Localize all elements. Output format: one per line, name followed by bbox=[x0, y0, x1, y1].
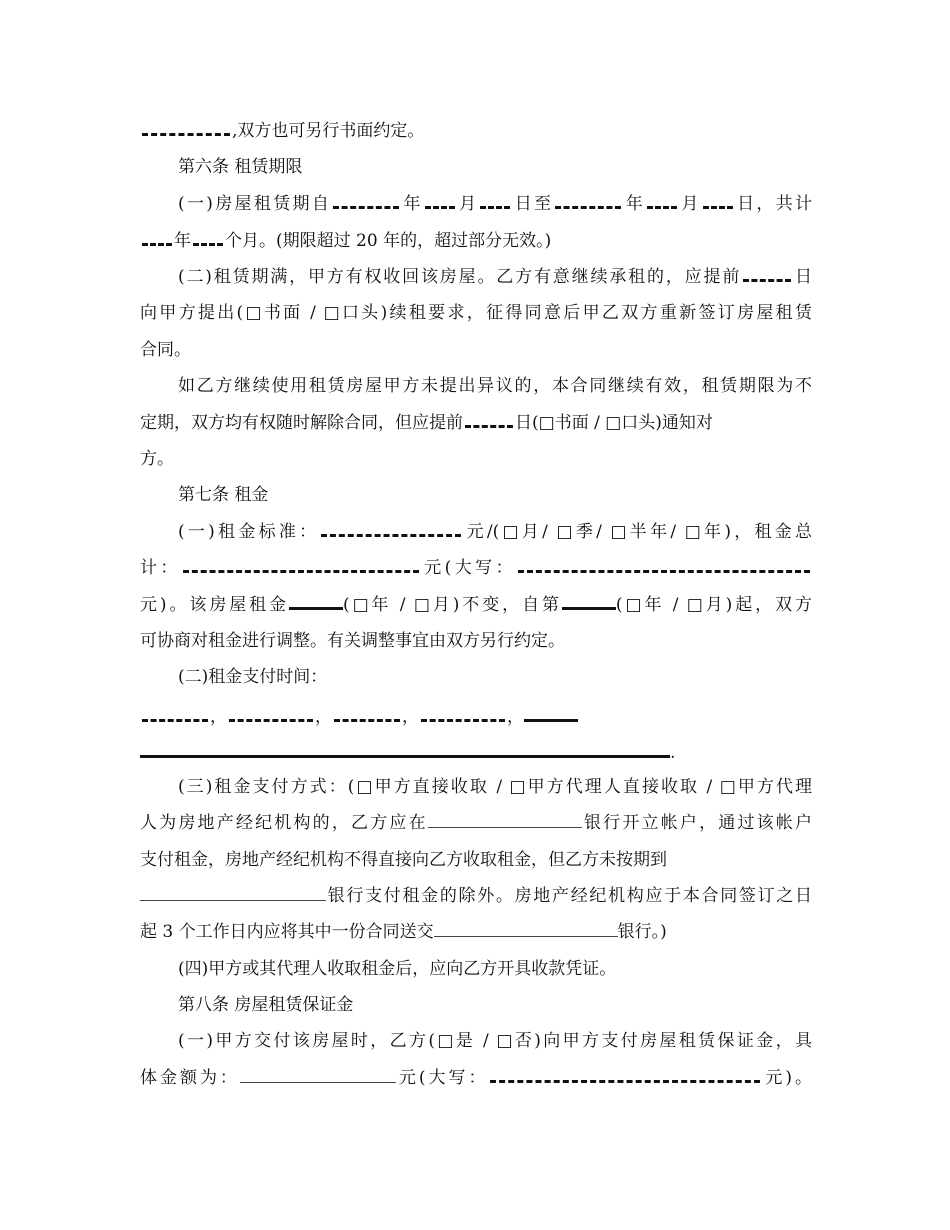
blank-field[interactable] bbox=[524, 719, 578, 722]
bank-name-field[interactable] bbox=[434, 936, 618, 937]
clause-6-2: (二)租赁期满，甲方有权收回该房屋。乙方有意继续承租的，应提前 日 bbox=[178, 267, 813, 287]
clause-6-1: (一)房屋租赁期自 年 月 日至 年 月 日，共计 bbox=[178, 194, 813, 214]
blank-field[interactable] bbox=[183, 570, 419, 573]
blank-field[interactable] bbox=[142, 243, 172, 246]
clause-7-3: (三)租金支付方式：(□甲方直接收取 / □甲方代理人直接收取 / □甲方代理 bbox=[178, 777, 812, 797]
text: ,双方也可另行书面约定。 bbox=[232, 121, 425, 141]
clause-7-4: (四)甲方或其代理人收取租金后，应向乙方开具收款凭证。 bbox=[178, 959, 617, 979]
deposit-amount-field[interactable] bbox=[240, 1082, 396, 1083]
clause-7-2: (二)租金支付时间： bbox=[178, 667, 328, 687]
blank-field[interactable] bbox=[333, 206, 399, 209]
clause-6-3: 如乙方继续使用租赁房屋甲方未提出异议的，本合同继续有效，租赁期限为不 bbox=[178, 376, 812, 396]
article-6-heading: 第六条 租赁期限 bbox=[178, 157, 303, 177]
blank-field[interactable] bbox=[193, 243, 223, 246]
deposit-amount-words-field[interactable] bbox=[490, 1080, 760, 1083]
blank-field[interactable] bbox=[465, 425, 513, 428]
blank-field[interactable] bbox=[703, 206, 733, 209]
blank-field[interactable] bbox=[321, 534, 461, 537]
clause-7-1-end: 可协商对租金进行调整。有关调整事宜由双方另行约定。 bbox=[140, 631, 565, 651]
clause-7-1: (一)租金标准： 元/(□月/ □季/ □半年/ □年)，租金总 bbox=[178, 522, 813, 542]
clause-6-2-end: 合同。 bbox=[140, 340, 191, 360]
text-line bbox=[140, 116, 812, 146]
blank-field[interactable] bbox=[480, 206, 510, 209]
blank-field[interactable] bbox=[647, 206, 677, 209]
blank-field[interactable] bbox=[518, 570, 810, 573]
clause-7-1-cont: 计： 元(大写： bbox=[140, 553, 812, 583]
article-8-heading: 第八条 房屋租赁保证金 bbox=[178, 995, 354, 1015]
blank-field[interactable] bbox=[425, 206, 455, 209]
blank-field[interactable] bbox=[140, 755, 670, 758]
payment-time-long-blank: . bbox=[140, 738, 812, 768]
blank-field[interactable] bbox=[743, 279, 791, 282]
clause-6-2-cont: 向甲方提出(□书面 / □口头)续租要求，征得同意后甲乙双方重新签订房屋租赁 bbox=[140, 303, 812, 323]
clause-7-3-end: 起 3 个工作日内应将其中一份合同送交 银行。) bbox=[140, 922, 667, 942]
blank-field[interactable] bbox=[289, 607, 343, 610]
clause-7-3-cont3: 银行支付租金的除外。房地产经纪机构应于本合同签订之日 bbox=[140, 881, 812, 911]
clause-7-1-cont2: 元)。该房屋租金 (□年 / □月)不变，自第 (□年 / □月)起，双方 bbox=[140, 595, 812, 615]
bank-name-field[interactable] bbox=[140, 900, 326, 901]
payment-time-blanks: ， ， ， ， bbox=[140, 702, 812, 732]
blank-field[interactable] bbox=[142, 719, 208, 722]
blank-field[interactable] bbox=[142, 133, 230, 136]
blank-field[interactable] bbox=[421, 719, 505, 722]
blank-field[interactable] bbox=[229, 719, 313, 722]
blank-field[interactable] bbox=[562, 607, 616, 610]
bank-name-field[interactable] bbox=[428, 827, 582, 828]
clause-6-3-cont: 定期，双方均有权随时解除合同，但应提前 日(□书面 / □口头)通知对 bbox=[140, 413, 713, 433]
clause-7-3-cont2: 支付租金，房地产经纪机构不得直接向乙方收取租金，但乙方未按期到 bbox=[140, 850, 667, 870]
blank-field[interactable] bbox=[334, 719, 400, 722]
clause-8-1-cont: 体金额为： 元(大写： 元)。 bbox=[140, 1068, 812, 1088]
clause-7-3-cont: 人为房地产经纪机构的，乙方应在 银行开立帐户，通过该帐户 bbox=[140, 813, 813, 833]
article-7-heading: 第七条 租金 bbox=[178, 485, 269, 505]
clause-6-1-cont: 年 个月。(期限超过 20 年的，超过部分无效。) bbox=[140, 226, 812, 256]
clause-8-1: (一)甲方交付该房屋时，乙方(□是 / □否)向甲方支付房屋租赁保证金，具 bbox=[178, 1031, 812, 1051]
blank-field[interactable] bbox=[555, 206, 621, 209]
clause-6-3-end: 方。 bbox=[140, 449, 174, 469]
